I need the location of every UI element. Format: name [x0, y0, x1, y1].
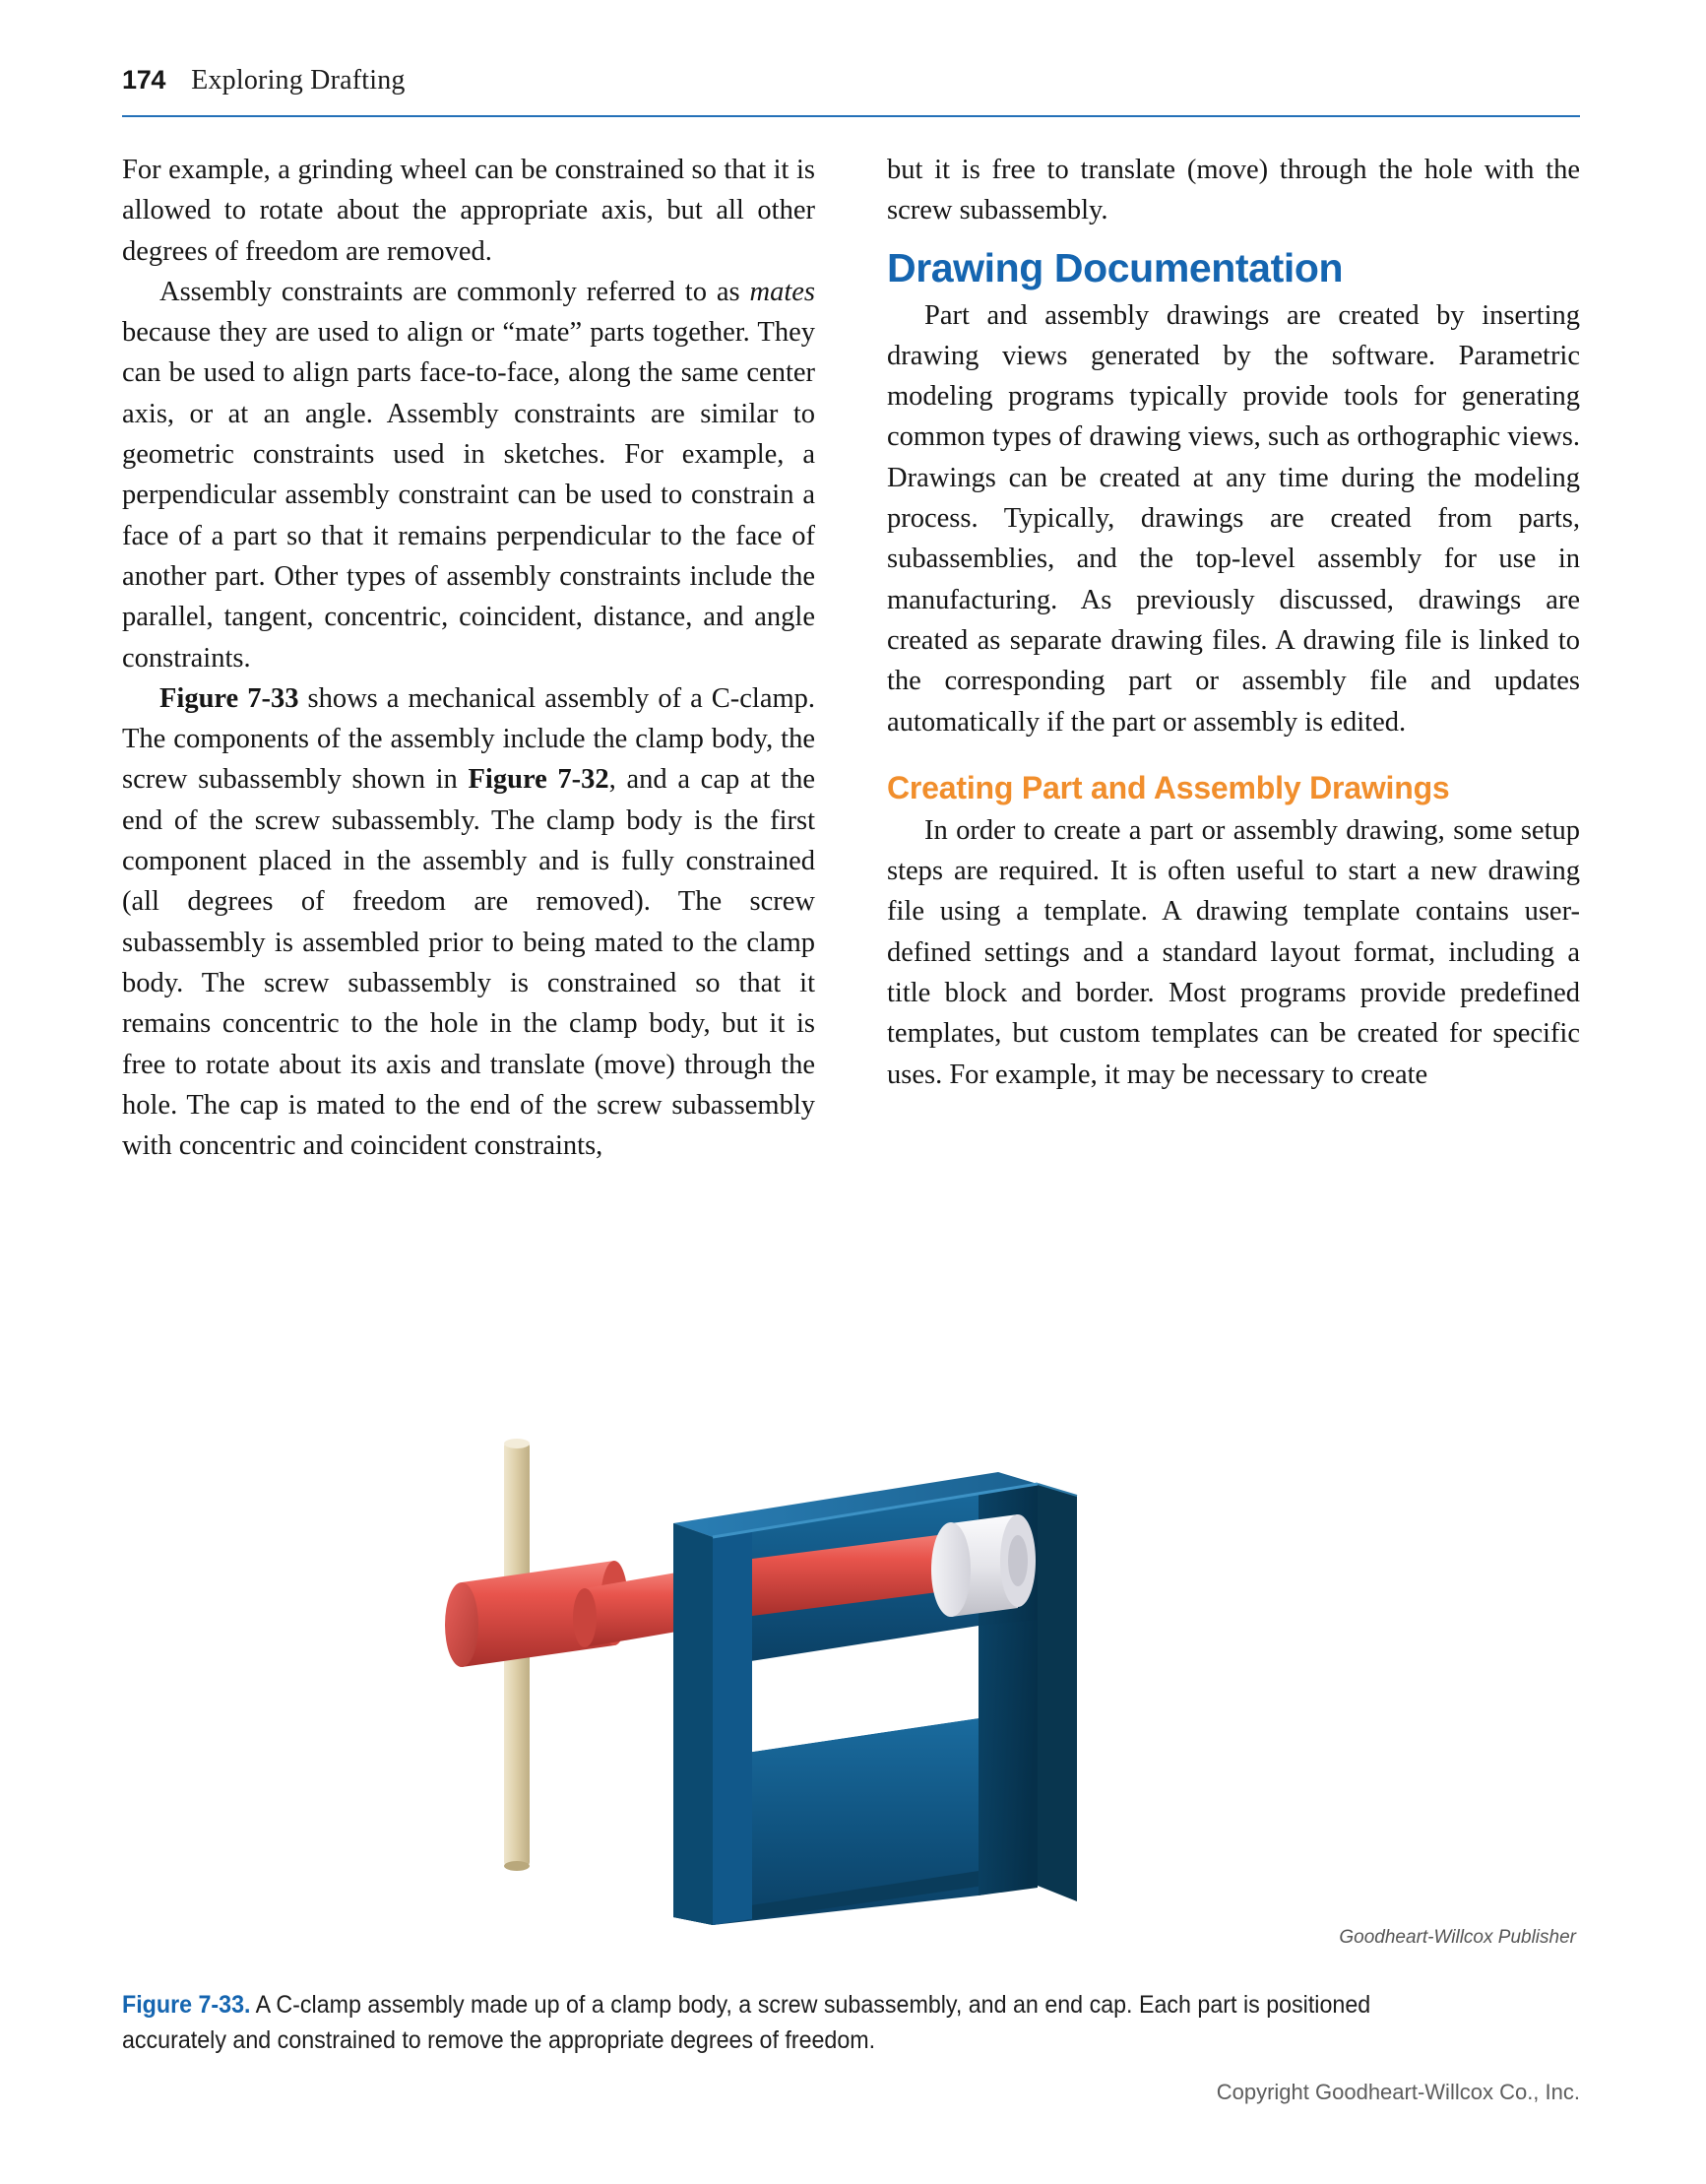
left-column [122, 150, 815, 1166]
para3-post: , and a cap at the end of the screw subassembly. The clamp body is the first component placed in the assembly and is fully constrained (all degrees of freedom are removed). The screw subassembly is assembled prior to being mated to the clamp body. The screw subassembly is constrained so that it remains concentric to the hole in the clamp body, but it is free to rotate about its axis and translate (move) through the hole. The cap is mated to the end of the screw subassembly with concentric and coincident constraints, [122, 764, 816, 1162]
paragraph-creating-drawings: In order to create a part or assembly drawing, some setup steps are required. It is often useful to start a new drawing file using a template. A drawing template contains user-defined settings and a standard layout format, including a title block and border. Most programs provide predefined templates, but custom templates can be created for specific uses. For example, it may be necessary to create [887, 814, 1580, 1090]
paragraph-grinding-wheel: For example, a grinding wheel can be constrained so that it is allowed to rotate about the appropriate axis, but all other degrees of freedom are removed. [122, 155, 815, 267]
body-columns [122, 150, 1580, 1410]
copyright-footer: Copyright Goodheart-Willcox Co., Inc. [1216, 2080, 1580, 2104]
running-head [122, 65, 1579, 96]
header-rule [122, 115, 1580, 117]
screw-tip [713, 1565, 762, 1622]
paragraph-drawing-documentation: Part and assembly drawings are created by inserting drawing views generated by the software. Parametric modeling programs typically provide tools for generating common types of drawing views, such as orthographic views. Drawings can be created at any time during the modeling process. Typically, drawings are created from parts, subassemblies, and the top-level assembly for use in manufacturing. As previously discussed, drawings are created as separate drawing files. A drawing file is linked to the corresponding part or assembly file and updates automatically if the part or assembly is edited. [887, 299, 1580, 738]
caption-figure-label: Figure 7-33. [122, 1991, 251, 2019]
c-clamp-illustration [289, 1433, 1362, 1945]
figure-credit: Goodheart-Willcox Publisher [1339, 1927, 1576, 1948]
right-column [887, 150, 1580, 1095]
figure-ref-7-33: Figure 7-33 [159, 682, 299, 714]
end-cap [931, 1514, 1036, 1617]
para2-post: because they are used to align or “mate” parts together. They can be used to align parts face-to-face, along the same center axis, or at an angle. Assembly constraints are similar to geometric constraints used in sketches. For example, a perpendicular assembly constraint can be used to constrain a face of a part so that it remains perpendicular to the face of another part. Other types of assembly constraints include the parallel, tangent, concentric, coincident, distance, and angle constraints. [122, 317, 815, 674]
figure-caption [122, 1987, 1478, 2058]
heading-drawing-documentation: Drawing Documentation [887, 244, 1344, 290]
para3-mid: shows a mechanical assembly of a C-clamp. The components of the assembly include the clamp body, the screw subassembly shown in [122, 682, 816, 796]
caption-body: A C-clamp assembly made up of a clamp body, a screw subassembly, and an end cap. Each part is positioned accurately and constrained to remove the appropriate degrees of freedom. [122, 1991, 1371, 2054]
page-number: 174 [122, 65, 166, 95]
figure-ref-7-32: Figure 7-32 [468, 764, 609, 796]
para2-pre: Assembly constraints are commonly referred to as [159, 276, 750, 307]
paragraph-translate-continuation: but it is free to translate (move) through the hole with the screw subassembly. [887, 155, 1580, 226]
paragraph-figure-7-33 [122, 678, 815, 1167]
paragraph-assembly-constraints [122, 272, 815, 678]
figure-block [122, 1433, 1580, 1964]
heading-creating-part-and-assembly-drawings: Creating Part and Assembly Drawings [887, 769, 1450, 805]
term-mates: mates [749, 276, 815, 307]
book-title: Exploring Drafting [191, 65, 406, 96]
